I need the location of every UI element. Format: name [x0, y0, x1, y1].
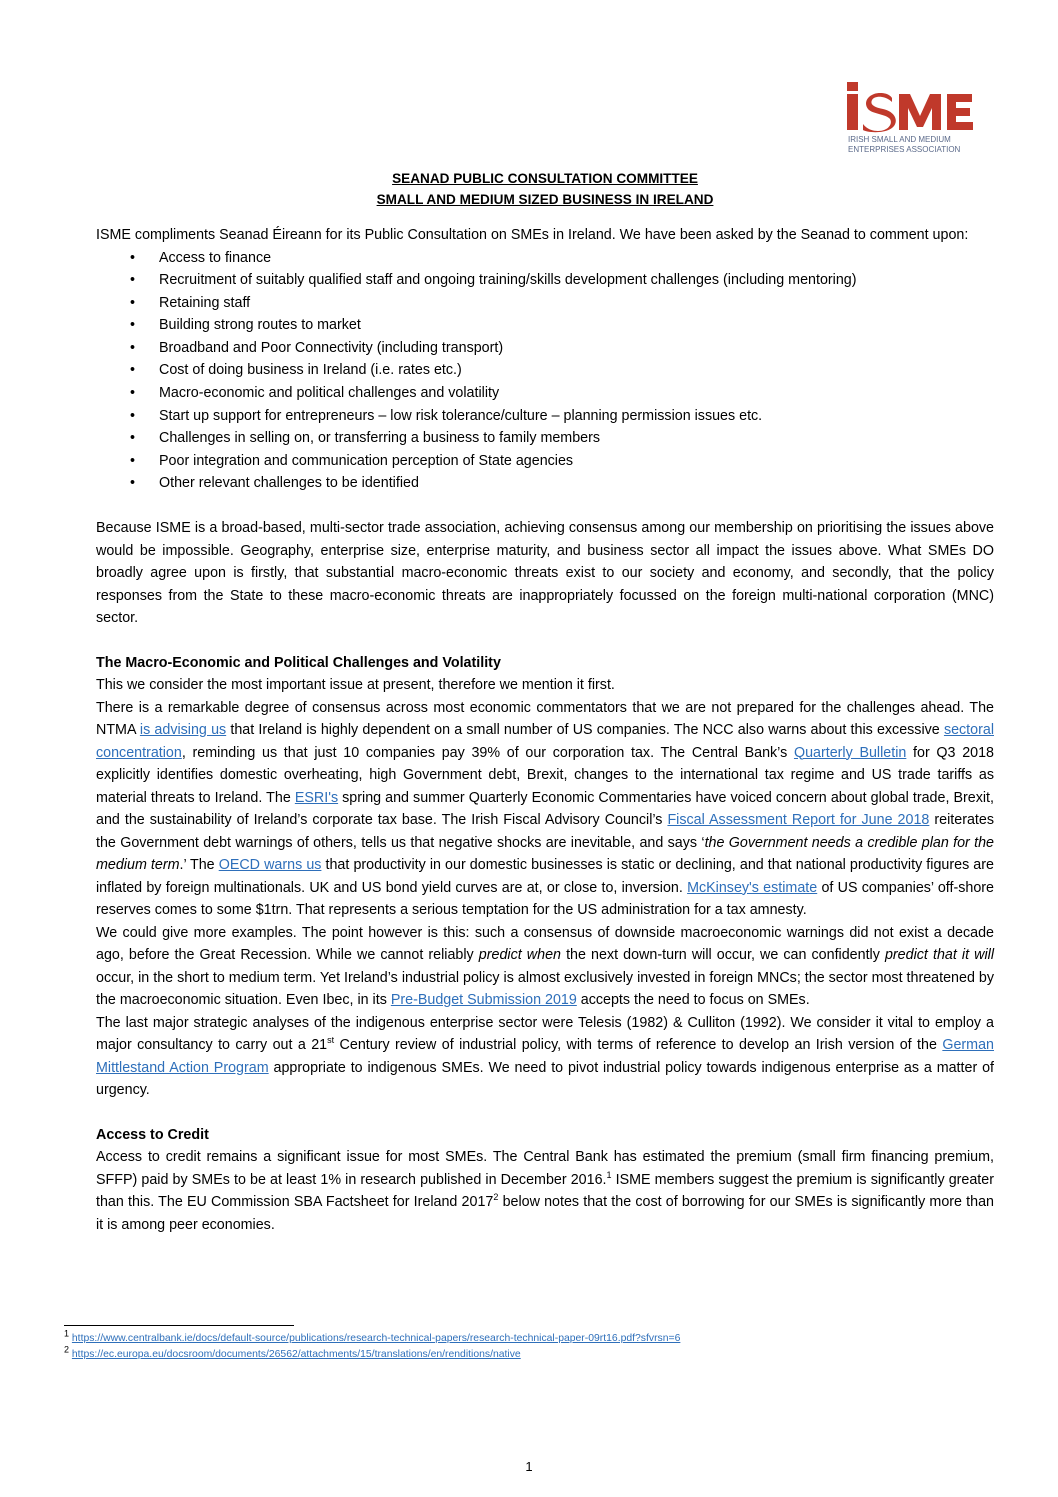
isme-logo [846, 80, 991, 155]
link-pre-budget-submission[interactable]: Pre-Budget Submission 2019 [390, 992, 577, 1009]
list-item: • Macro-economic and political challenges and volatility [130, 382, 994, 405]
list-item: • Start up support for entrepreneurs – low risk tolerance/culture – planning permission issues etc. [130, 405, 994, 428]
macro-paragraph-2: There is a remarkable degree of consensus across most economic commentators that we are not prepared for the challenges ahead. The NTMA is advising us that Ireland is highly dependent on a small number of US companies. The NCC also warns about this excessive sectoral concentration, reminding us that just 10 companies pay 39% of our corporation tax. The Central Bank’s Quarterly Bulletin for Q3 2018 explicitly identifies domestic overheating, high Government debt, Brexit, changes to the international tax regime and US trade tariffs as material threats to Ireland. The ESRI's spring and summer Quarterly Economic Commentaries have voiced concern about global trade, Brexit, and the sustainability of Ireland’s corporate tax base. The Irish Fiscal Advisory Council’s Fiscal Assessment Report for June 2018 reiterates the Government debt warnings of others, tells us that negative shocks are inevitable, and says ‘the Government needs a credible plan for the medium term.’ The OECD warns us that productivity in our domestic businesses is static or declining, and that national productivity figures are inflated by foreign multinationals. UK and US bond yield curves are at, or close to, inversion. McKinsey's estimate of US companies’ off-shore reserves comes to some $1trn. That represents a serious temptation for the US administration for a tax amnesty. [96, 699, 995, 919]
logo-tagline-line1: IRISH SMALL AND MEDIUM [848, 135, 951, 144]
link-sectoral-concentration[interactable]: sectoral concentration [96, 722, 994, 761]
section-heading-credit: Access to Credit [96, 1126, 209, 1143]
intro-paragraph: ISME compliments Seanad Éireann for its Public Consultation on SMEs in Ireland. We have been asked by the Seanad to comment upon: [96, 227, 969, 243]
link-oecd-warns-us[interactable]: OECD warns us [218, 857, 322, 874]
link-mckinsey-estimate[interactable]: McKinsey's estimate [687, 879, 818, 896]
bullet-icon: • [130, 362, 136, 379]
title-line-2: SMALL AND MEDIUM SIZED BUSINESS IN IRELAND [376, 192, 714, 207]
footnote-link-1[interactable]: https://www.centralbank.ie/docs/default-source/publications/research-technical-papers/research-technical-paper-09rt16.pdf?sfvrsn=6 [71, 1333, 681, 1344]
consensus-paragraph: Because ISME is a broad-based, multi-sector trade association, achieving consensus among our membership on prioritising the issues above would be impossible. Geography, enterprise size, enterprise maturity, and business sector all impact the issues above. What SMEs DO broadly agree upon is firstly, that substantial macro-economic threats exist to our society and economy, and secondly, that the policy responses from the State to these macro-economic threats are inappropriately focussed on the foreign multi-national corporation (MNC) sector. [96, 520, 994, 627]
isme-logo-graphic [846, 80, 991, 155]
bullet-icon: • [130, 249, 136, 266]
list-item: • Other relevant challenges to be identified [130, 472, 994, 495]
bullet-icon: • [130, 407, 136, 424]
topic-list [96, 247, 994, 496]
macro-paragraph-3: We could give more examples. The point however is this: such a consensus of downside macroeconomic warnings did not exist a decade ago, before the Great Recession. While we cannot reliably predict when the next down-turn will occur, we can confidently predict that it will occur, in the short to medium term. Yet Ireland’s industrial policy is almost exclusively invested in foreign MNCs; the sector most threatened by the macroeconomic situation. Even Ibec, in its Pre-Budget Submission 2019 accepts the need to focus on SMEs. [96, 924, 995, 1009]
footnote-1: $^1$ https://www.centralbank.ie/docs/default-source/publications/research-technical-papers/research-technical-paper-09rt16.pdf?sfvrsn=6 [64, 1328, 681, 1344]
list-item: • Access to finance [130, 247, 994, 270]
list-item: • Recruitment of suitably qualified staff and ongoing training/skills development challenges (including mentoring) [130, 269, 994, 292]
logo-tagline-line2: ENTERPRISES ASSOCIATION [848, 145, 961, 154]
list-item: • Building strong routes to market [130, 314, 994, 337]
document-body [96, 168, 994, 1236]
bullet-icon: • [130, 272, 136, 289]
page-number: 1 [525, 1459, 533, 1474]
list-item: • Poor integration and communication perception of State agencies [130, 450, 994, 473]
link-esri[interactable]: ESRI's [294, 789, 339, 806]
bullet-icon: • [130, 430, 136, 447]
document-title [96, 168, 994, 210]
footnote-ref-1[interactable]: 1 [606, 1169, 612, 1180]
bullet-icon: • [130, 317, 136, 334]
link-fiscal-assessment-report[interactable]: Fiscal Assessment Report for June 2018 [667, 812, 930, 829]
list-item: • Broadband and Poor Connectivity (including transport) [130, 337, 994, 360]
bullet-icon: • [130, 294, 136, 311]
bullet-icon: • [130, 339, 136, 356]
footnote-link-2[interactable]: https://ec.europa.eu/docsroom/documents/26562/attachments/15/translations/en/renditions/native [71, 1348, 521, 1360]
link-german-mittlestand[interactable]: German Mittlestand Action Program [96, 1037, 994, 1076]
macro-paragraph-4: The last major strategic analyses of the indigenous enterprise sector were Telesis (1982) & Culliton (1992). We consider it vital to employ a major consultancy to carry out a 21st Century review of industrial policy, with terms of reference to develop an Irish version of the German Mittlestand Action Program appropriate to indigenous SMEs. We need to pivot industrial policy towards indigenous enterprise as a matter of urgency. [96, 1014, 995, 1099]
bullet-icon: • [130, 452, 136, 469]
list-item: • Cost of doing business in Ireland (i.e. rates etc.) [130, 359, 994, 382]
bullet-icon: • [130, 385, 136, 402]
list-item: • Challenges in selling on, or transferring a business to family members [130, 427, 994, 450]
section-heading-macro: The Macro-Economic and Political Challenges and Volatility [96, 654, 501, 671]
link-quarterly-bulletin[interactable]: Quarterly Bulletin [793, 744, 907, 761]
bullet-icon: • [130, 475, 136, 492]
credit-paragraph: Access to credit remains a significant issue for most SMEs. The Central Bank has estimated the premium (small firm financing premium, SFFP) paid by SMEs to be at least 1% in research published in December 2016.$^1$ ISME members suggest the premium is significantly greater than this. The EU Commission SBA Factsheet for Ireland 2017$^2$ below notes that the cost of borrowing for our SMEs is significantly more than it is among peer economies. [96, 1149, 995, 1233]
footnote-divider [64, 1325, 294, 1326]
link-is-advising-us[interactable]: is advising us [139, 722, 227, 739]
footnote-ref-2[interactable]: 2 [493, 1192, 499, 1203]
footnote-2: $^2$ https://ec.europa.eu/docsroom/documents/26562/attachments/15/translations/en/renditions/native [64, 1344, 521, 1360]
title-line-1: SEANAD PUBLIC CONSULTATION COMMITTEE [392, 171, 698, 186]
footnotes [64, 1325, 994, 1362]
list-item: • Retaining staff [130, 292, 994, 315]
macro-paragraph-1: This we consider the most important issue at present, therefore we mention it first. [96, 677, 615, 694]
